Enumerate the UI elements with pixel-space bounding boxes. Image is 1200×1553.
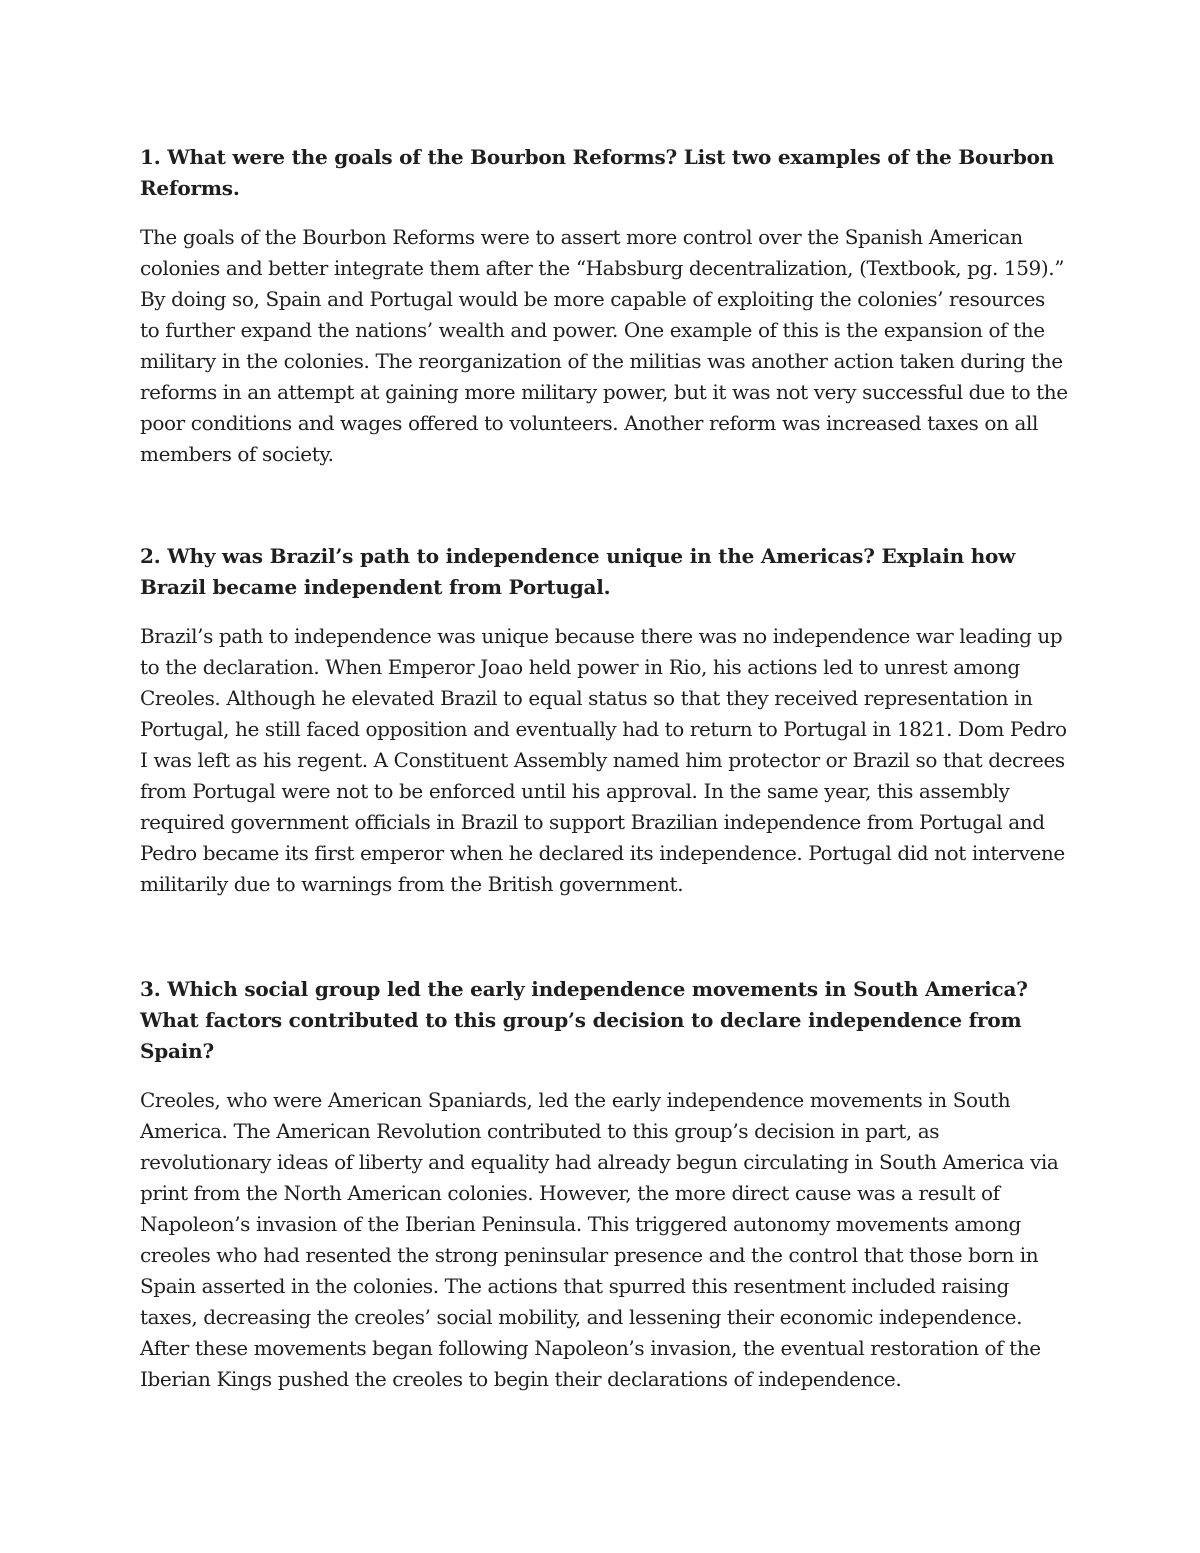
- qa-section-2: [140, 541, 1070, 900]
- answer-3-paragraph: Creoles, who were American Spaniards, led the early independence movements in South America. The American Revolution contributed to this group’s decision in part, as revolutionary ideas of liberty and equality had already begun circulating in South America via print from the North American colonies. However, the more direct cause was a result of Napoleon’s invasion of the Iberian Peninsula. This triggered autonomy movements among creoles who had resented the strong peninsular presence and the control that those born in Spain asserted in the colonies. The actions that spurred this resentment included raising taxes, decreasing the creoles’ social mobility, and lessening their economic independence. After these movements began following Napoleon’s invasion, the eventual restoration of the Iberian Kings pushed the creoles to begin their declarations of independence.: [140, 1088, 1059, 1391]
- question-3-heading: 3. Which social group led the early independence movements in South America? What factors contributed to this group’s decision to declare independence from Spain?: [140, 977, 1028, 1063]
- answer-2-paragraph: Brazil’s path to independence was unique because there was no independence war leading up to the declaration. When Emperor Joao held power in Rio, his actions led to unrest among Creoles. Although he elevated Brazil to equal status so that they received representation in Portugal, he still faced opposition and eventually had to return to Portugal in 1821. Dom Pedro I was left as his regent. A Constituent Assembly named him protector or Brazil so that decrees from Portugal were not to be enforced until his approval. In the same year, this assembly required government officials in Brazil to support Brazilian independence from Portugal and Pedro became its first emperor when he declared its independence. Portugal did not intervene militarily due to warnings from the British government.: [140, 624, 1067, 896]
- question-2-heading: 2. Why was Brazil’s path to independence unique in the Americas? Explain how Brazil became independent from Portugal.: [140, 544, 1016, 599]
- qa-section-1: [140, 142, 1070, 470]
- qa-section-3: [140, 974, 1070, 1395]
- answer-1-paragraph: The goals of the Bourbon Reforms were to assert more control over the Spanish American colonies and better integrate them after the “Habsburg decentralization, (Textbook, pg. 159).” By doing so, Spain and Portugal would be more capable of exploiting the colonies’ resources to further expand the nations’ wealth and power. One example of this is the expansion of the military in the colonies. The reorganization of the militias was another action taken during the reforms in an attempt at gaining more military power, but it was not very successful due to the poor conditions and wages offered to volunteers. Another reform was increased taxes on all members of society.: [140, 225, 1068, 466]
- question-1-heading: 1. What were the goals of the Bourbon Reforms? List two examples of the Bourbon Reforms.: [140, 145, 1055, 200]
